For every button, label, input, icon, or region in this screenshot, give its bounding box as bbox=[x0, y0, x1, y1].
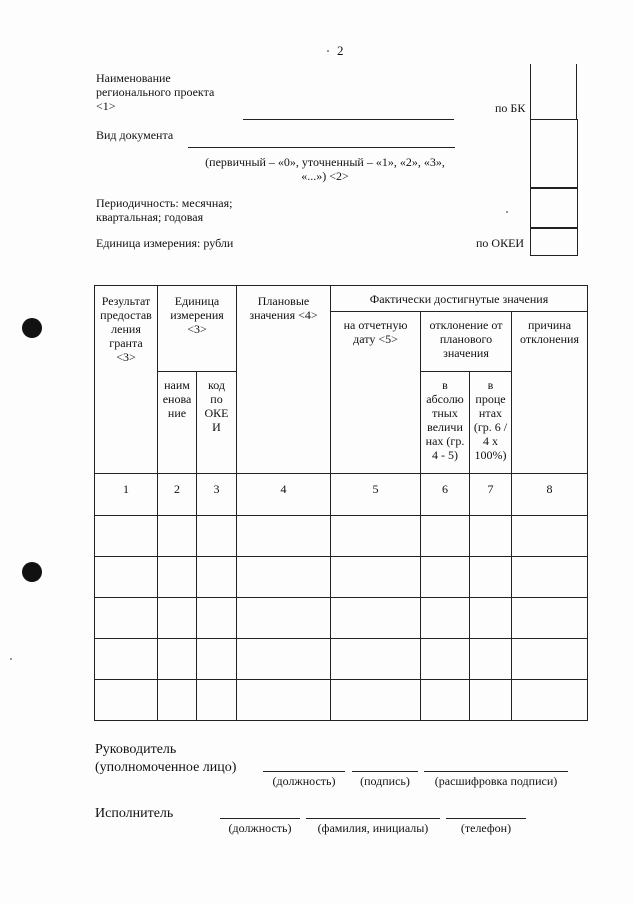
punch-hole-top bbox=[22, 318, 42, 338]
table-cell bbox=[331, 557, 421, 598]
column-number: 7 bbox=[470, 474, 512, 516]
table-cell bbox=[197, 557, 237, 598]
periodicity-label: Периодичность: месячная; квартальная; годовая bbox=[96, 196, 233, 224]
code-box-left-edge-top bbox=[530, 64, 531, 119]
table-cell bbox=[470, 557, 512, 598]
table-row bbox=[95, 639, 588, 680]
table-cell bbox=[158, 598, 197, 639]
header-unit-name: наим енова ние bbox=[158, 372, 197, 474]
table-cell bbox=[512, 680, 588, 721]
table-row bbox=[95, 557, 588, 598]
header-planned: Плановые значения <4> bbox=[237, 286, 331, 474]
table-row bbox=[95, 516, 588, 557]
executor-phone-caption: (телефон) bbox=[460, 821, 512, 835]
column-number: 2 bbox=[158, 474, 197, 516]
empty-data-rows bbox=[95, 516, 588, 721]
head-decoding-caption: (расшифровка подписи) bbox=[434, 774, 558, 788]
table-cell bbox=[237, 557, 331, 598]
table-cell bbox=[197, 639, 237, 680]
head-label: Руководитель (уполномоченное лицо) bbox=[95, 742, 237, 775]
bk-label: по БК bbox=[495, 101, 526, 115]
column-number: 3 bbox=[197, 474, 237, 516]
table-cell bbox=[470, 598, 512, 639]
table-cell bbox=[237, 516, 331, 557]
header-reporting-date: на отчетную дату <5> bbox=[331, 312, 421, 474]
table-cell bbox=[512, 557, 588, 598]
executor-position-caption: (должность) bbox=[228, 821, 292, 835]
doc-type-hint: (первичный – «0», уточненный – «1», «2», «3», «...») <2> bbox=[205, 155, 445, 183]
code-box-periodicity bbox=[530, 187, 578, 229]
head-signature-line bbox=[352, 771, 418, 772]
header-deviation: отклонение от планового значения bbox=[421, 312, 512, 372]
results-table bbox=[94, 285, 588, 721]
header-result: Результат предостав ления гранта <3> bbox=[95, 286, 158, 474]
scan-speck bbox=[327, 50, 329, 52]
column-number: 1 bbox=[95, 474, 158, 516]
table-cell bbox=[237, 639, 331, 680]
table-cell bbox=[470, 516, 512, 557]
executor-phone-line bbox=[446, 818, 526, 819]
table-row bbox=[95, 680, 588, 721]
executor-position-line bbox=[220, 818, 300, 819]
table-cell bbox=[197, 680, 237, 721]
code-box-okei bbox=[530, 227, 578, 256]
table-cell bbox=[421, 516, 470, 557]
header-unit-code: код по ОКЕ И bbox=[197, 372, 237, 474]
table-cell bbox=[95, 557, 158, 598]
table-cell bbox=[331, 639, 421, 680]
table-cell bbox=[95, 639, 158, 680]
table-cell bbox=[331, 598, 421, 639]
head-position-line bbox=[263, 771, 345, 772]
table-cell bbox=[158, 639, 197, 680]
header-percent: в проце нтах (гр. 6 / 4 х 100%) bbox=[470, 372, 512, 474]
executor-label: Исполнитель bbox=[95, 806, 174, 821]
scan-speck bbox=[506, 211, 508, 213]
table-row bbox=[95, 598, 588, 639]
table-cell bbox=[158, 557, 197, 598]
table-cell bbox=[421, 680, 470, 721]
table-cell bbox=[237, 680, 331, 721]
punch-hole-bottom bbox=[22, 562, 42, 582]
head-decoding-line bbox=[424, 771, 568, 772]
executor-name-line bbox=[306, 818, 440, 819]
table-cell bbox=[421, 639, 470, 680]
table-cell bbox=[95, 516, 158, 557]
table-cell bbox=[331, 680, 421, 721]
page-number: 2 bbox=[337, 43, 344, 58]
table-cell bbox=[512, 598, 588, 639]
unit-label: Единица измерения: рубли bbox=[96, 236, 234, 250]
table-cell bbox=[197, 516, 237, 557]
header-reason: причина отклонения bbox=[512, 312, 588, 474]
header-unit: Единица измерения <3> bbox=[158, 286, 237, 372]
table-cell bbox=[95, 680, 158, 721]
table-cell bbox=[197, 598, 237, 639]
code-box-right-edge-top bbox=[576, 64, 577, 119]
table-cell bbox=[512, 516, 588, 557]
table-cell bbox=[158, 516, 197, 557]
table-cell bbox=[470, 639, 512, 680]
doc-type-label: Вид документа bbox=[96, 128, 174, 142]
table-cell bbox=[158, 680, 197, 721]
project-name-label: Наименование регионального проекта <1> bbox=[96, 71, 215, 113]
table-cell bbox=[421, 598, 470, 639]
table-cell bbox=[331, 516, 421, 557]
column-number: 5 bbox=[331, 474, 421, 516]
okei-label: по ОКЕИ bbox=[476, 236, 525, 250]
table-cell bbox=[421, 557, 470, 598]
column-number: 6 bbox=[421, 474, 470, 516]
code-box-bk bbox=[530, 119, 578, 189]
column-number-row bbox=[95, 474, 588, 516]
project-name-line bbox=[243, 119, 454, 120]
executor-name-caption: (фамилия, инициалы) bbox=[317, 821, 429, 835]
header-actual: Фактически достигнутые значения bbox=[331, 286, 588, 312]
table-cell bbox=[237, 598, 331, 639]
table-cell bbox=[512, 639, 588, 680]
head-position-caption: (должность) bbox=[272, 774, 336, 788]
column-number: 8 bbox=[512, 474, 588, 516]
header-absolute: в абсолю тных величи нах (гр. 4 - 5) bbox=[421, 372, 470, 474]
table-cell bbox=[470, 680, 512, 721]
table-cell bbox=[95, 598, 158, 639]
scan-speck bbox=[10, 658, 12, 660]
doc-type-line bbox=[188, 147, 455, 148]
column-number: 4 bbox=[237, 474, 331, 516]
head-signature-caption: (подпись) bbox=[360, 774, 410, 788]
